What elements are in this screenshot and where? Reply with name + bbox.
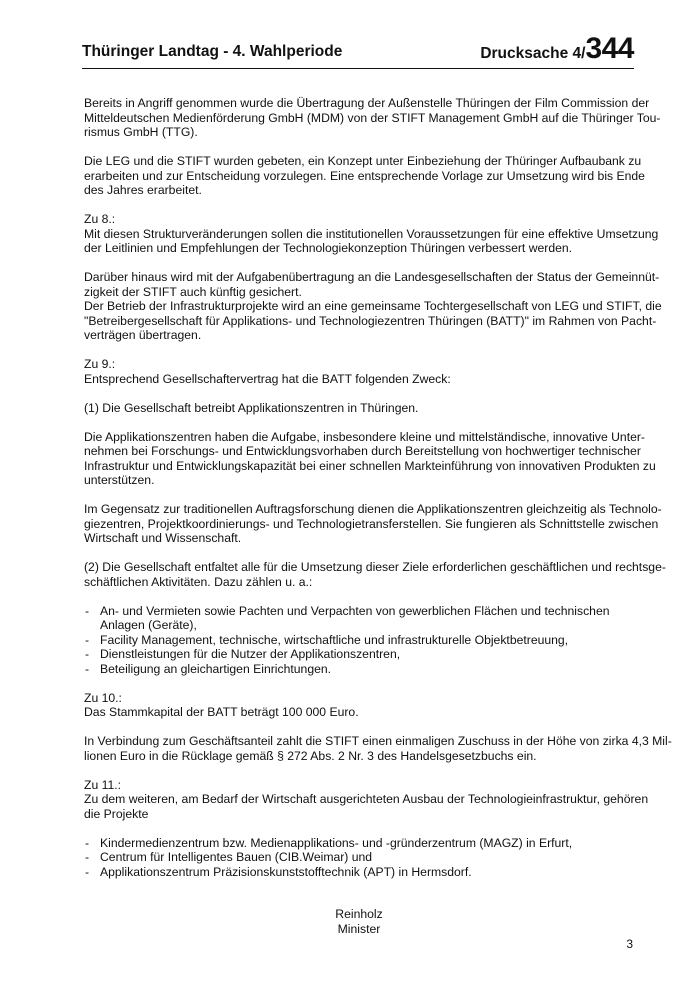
text-line: der Leitlinien und Empfehlungen der Technologiekonzeption Thüringen verbessert werden. — [84, 241, 573, 255]
page-header — [82, 32, 634, 66]
list-item: - Kindermedienzentrum bzw. Medienapplikations- und -gründerzentrum (MAGZ) in Erfurt, — [84, 836, 634, 851]
header-divider — [82, 68, 634, 69]
text-line: lionen Euro in die Rücklage gemäß § 272 Abs. 2 Nr. 3 des Handelsgesetzbuchs ein. — [84, 748, 537, 763]
paragraph-application-centers-task — [84, 429, 656, 488]
text-line: verträgen übertragen. — [84, 328, 202, 342]
section-heading-zu-9: Zu 9.: — [84, 357, 116, 371]
paragraph-film-commission — [84, 96, 661, 140]
text-line: nehmen bei Forschungs- und Entwicklungsvorhaben durch Bereitstellung von hochwertiger technischer — [84, 444, 641, 458]
paragraph-share-capital: Das Stammkapital der BATT beträgt 100 000 Euro. — [84, 705, 359, 719]
signatory-title: Minister — [337, 921, 381, 936]
projects-list — [84, 836, 634, 880]
drucksache-label: Drucksache 4/ — [480, 45, 586, 62]
text-line: Infrastruktur und Entwicklungskapazität bei einer schnellen Markteinführung von innovativen Produkten zu — [84, 458, 656, 473]
list-item: - Applikationszentrum Präzisionskunststofftechnik (APT) in Hermsdorf. — [84, 865, 634, 880]
signatory-name: Reinholz — [335, 907, 383, 921]
paragraph-purpose-2 — [84, 560, 666, 589]
text-line: Bereits in Angriff genommen wurde die Übertragung der Außenstelle Thüringen der Film Commission der — [84, 96, 650, 110]
text-line: Der Betrieb der Infrastrukturprojekte wird an eine gemeinsame Tochtergesellschaft von LEG und STIFT, die — [84, 299, 662, 313]
paragraph-infrastructure-projects — [84, 792, 649, 821]
text-line: Die LEG und die STIFT wurden gebeten, ein Konzept unter Einbeziehung der Thüringer Aufbaubank zu — [84, 154, 642, 168]
paragraph-purpose-1: (1) Die Gesellschaft betreibt Applikationszentren in Thüringen. — [84, 400, 419, 415]
text-line: Darüber hinaus wird mit der Aufgabenübertragung an die Landesgesellschaften der Status der Gemeinnüt- — [84, 270, 660, 284]
text-line: In Verbindung zum Geschäftsanteil zahlt die STIFT einen einmaligen Zuschuss in der Höhe von zirka 4,3 Mil- — [84, 734, 672, 748]
text-line: (2) Die Gesellschaft entfaltet alle für die Umsetzung dieser Ziele erforderlichen geschäftlichen und rechtsge- — [84, 560, 666, 574]
text-line: Die Applikationszentren haben die Aufgabe, insbesondere kleine und mittelständische, innovative Unter- — [84, 429, 645, 444]
paragraph-structural-changes — [84, 226, 659, 256]
list-item: - Facility Management, technische, wirtschaftliche und infrastrukturelle Objektbetreuung, — [84, 633, 634, 648]
document-title: Thüringer Landtag - 4. Wahlperiode — [82, 43, 343, 60]
paragraph-batt-operation — [84, 299, 662, 343]
text-line: Im Gegensatz zur traditionellen Auftragsforschung dienen die Applikationszentren gleichzeitig als Technolo- — [84, 502, 662, 516]
text-line: die Projekte — [84, 806, 149, 821]
text-line: unterstützen. — [84, 473, 155, 487]
page-number: 3 — [626, 937, 633, 951]
text-line: Mit diesen Strukturveränderungen sollen die institutionellen Voraussetzungen für eine effektive Umsetzung — [84, 226, 659, 241]
text-line: giezentren, Projektkoordinierungs- und Technologietransferstellen. Sie fungieren als Schnittstelle zwischen — [84, 516, 659, 531]
section-heading-zu-8: Zu 8.: — [84, 212, 116, 226]
activities-list — [84, 604, 634, 677]
paragraph-one-time-grant — [84, 734, 672, 763]
paragraph-batt-purpose-intro: Entsprechend Gesellschaftervertrag hat die BATT folgenden Zweck: — [84, 371, 451, 386]
section-heading-zu-10: Zu 10.: — [84, 690, 122, 705]
text-line: zigkeit der STIFT auch künftig gesichert. — [84, 284, 302, 299]
text-line: des Jahres erarbeitet. — [84, 183, 202, 197]
text-line: "Betreibergesellschaft für Applikations- und Technologiezentren Thüringen (BATT)" im Rahmen von Pacht- — [84, 313, 657, 328]
drucksache-number: 344 — [585, 32, 634, 65]
paragraph-leg-stift-concept — [84, 154, 645, 198]
text-line: Zu dem weiteren, am Bedarf der Wirtschaft ausgerichteten Ausbau der Technologieinfrastruktur, gehören — [84, 792, 649, 806]
text-line: Mitteldeutschen Medienförderung GmbH (MDM) von der STIFT Management GmbH auf die Thüringer Tou- — [84, 110, 661, 125]
list-item: - Dienstleistungen für die Nutzer der Applikationszentren, — [84, 647, 634, 662]
text-line: schäftlichen Aktivitäten. Dazu zählen u. a.: — [84, 574, 313, 589]
text-line: Wirtschaft und Wissenschaft. — [84, 531, 242, 545]
paragraph-contract-research — [84, 502, 662, 546]
list-item: - Beteiligung an gleichartigen Einrichtungen. — [84, 662, 634, 677]
list-item: - Centrum für Intelligentes Bauen (CIB.Weimar) und — [84, 850, 634, 865]
paragraph-non-profit-status — [84, 270, 660, 299]
drucksache-reference — [480, 32, 634, 66]
document-body — [84, 96, 672, 936]
signature-block — [84, 907, 634, 936]
text-line: erarbeiten und zur Entscheidung vorzulegen. Eine entsprechende Vorlage zur Umsetzung wird bis Ende — [84, 168, 645, 183]
list-item: - An- und Vermieten sowie Pachten und Verpachten von gewerblichen Flächen und technischen Anlagen (Geräte), — [84, 604, 634, 633]
section-heading-zu-11: Zu 11.: — [84, 777, 122, 792]
text-line: rismus GmbH (TTG). — [84, 125, 198, 139]
